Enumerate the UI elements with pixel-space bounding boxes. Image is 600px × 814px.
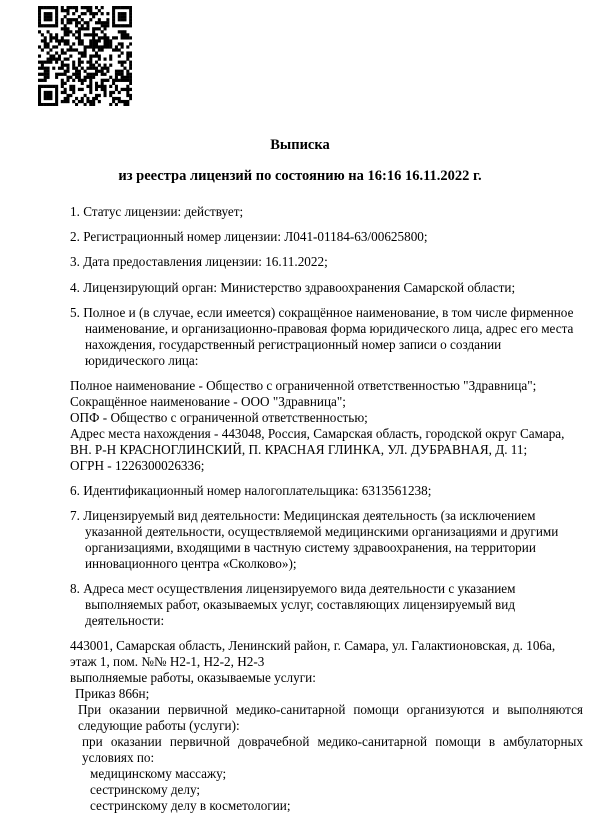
item-5-line: наименование, и организационно-правовая форма юридического лица, адрес его места [85, 321, 574, 336]
service-item: сестринскому делу; [90, 782, 201, 797]
pdmsp-first-line [82, 734, 583, 750]
org-line: Полное наименование - Общество с ограниченной ответственностью "Здравница"; [70, 378, 537, 393]
org-line: ОПФ - Общество с ограниченной ответственностью; [70, 410, 368, 425]
qr-code [38, 6, 132, 106]
item-licensing-authority: 4. Лицензирующий орган: Министерство здравоохранения Самарской области; [70, 280, 516, 295]
item-tax-id: 6. Идентификационный номер налогоплательщика: 6313561238; [70, 483, 432, 498]
pmsp-line: следующие работы (услуги): [78, 718, 240, 733]
item-license-status: 1. Статус лицензии: действует; [70, 204, 244, 219]
document-subtitle: из реестра лицензий по состоянию на 16:16 16.11.2022 г. [118, 168, 482, 184]
address-line: выполняемые работы, оказываемые услуги: [70, 670, 316, 685]
item-7-line: инновационного центра «Сколково»); [85, 556, 297, 571]
item-registration-number: 2. Регистрационный номер лицензии: Л041-01184-63/00625800; [70, 229, 428, 244]
item-grant-date: 3. Дата предоставления лицензии: 16.11.2022; [70, 254, 328, 269]
org-line: ВН. Р-Н КРАСНОГЛИНСКИЙ, П. КРАСНАЯ ГЛИНКА, УЛ. ДУБРАВНАЯ, Д. 11; [70, 442, 528, 457]
address-line: этаж 1, пом. №№ Н2-1, Н2-2, Н2-3 [70, 654, 265, 669]
service-item: сестринскому делу в косметологии; [90, 798, 291, 813]
pdmsp-first-text: при оказании первичной доврачебной медико-санитарной помощи в амбулаторных [82, 734, 583, 749]
item-7-line: организациями, входящими в частную систему здравоохранения, на территории [85, 540, 536, 555]
item-8-line: выполняемых работ, оказываемых услуг, составляющих лицензируемый вид [85, 597, 516, 612]
item-8-line: деятельности: [85, 613, 165, 628]
item-7-line: указанной деятельности, осуществляемой медицинскими организациями и другими [85, 524, 559, 539]
item-5-line: юридического лица: [85, 353, 199, 368]
item-7-first-line: 7. Лицензируемый вид деятельности: Медицинская деятельность (за исключением [70, 508, 536, 523]
pdmsp-line: условиях по: [82, 750, 155, 765]
org-line: Сокращённое наименование - ООО "Здравница"; [70, 394, 346, 409]
address-line: 443001, Самарская область, Ленинский район, г. Самара, ул. Галактионовская, д. 106а, [70, 638, 556, 653]
item-8-first-line: 8. Адреса мест осуществления лицензируемого вида деятельности с указанием [70, 581, 516, 596]
document-title: Выписка [270, 137, 330, 153]
pmsp-first-line [78, 702, 583, 718]
item-5-first-line: 5. Полное и (в случае, если имеется) сокращённое наименование, в том числе фирменное [70, 305, 574, 320]
org-line: ОГРН - 1226300026336; [70, 458, 205, 473]
org-line: Адрес места нахождения - 443048, Россия, Самарская область, городской округ Самара, [70, 426, 565, 441]
service-item: медицинскому массажу; [90, 766, 227, 781]
item-5-line: нахождения, государственный регистрационный номер записи о создании [85, 337, 502, 352]
order-line: Приказ 866н; [75, 686, 150, 701]
pmsp-first-text: При оказании первичной медико-санитарной помощи организуются и выполняются [78, 702, 583, 717]
